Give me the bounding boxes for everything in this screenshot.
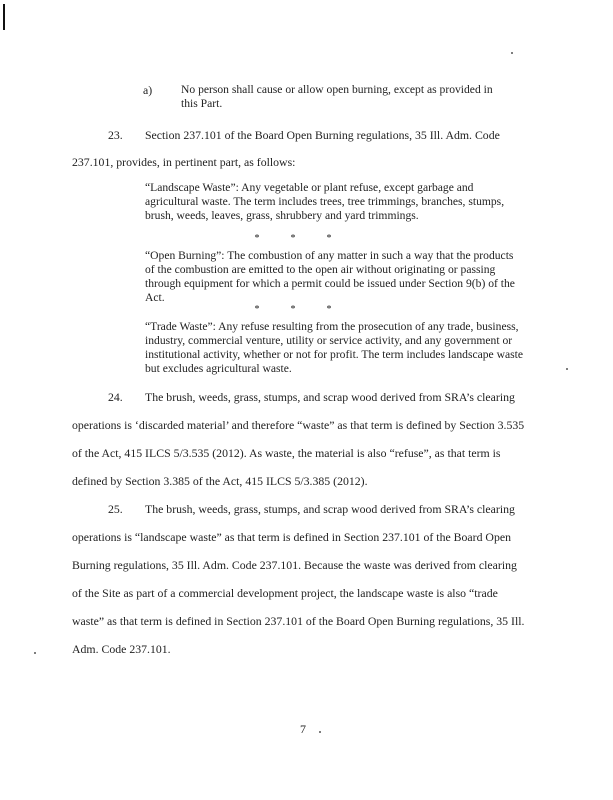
paragraph-number: 24. (108, 390, 123, 404)
paragraph-line: of the Act, 415 ILCS 5/3.535 (2012). As waste, the material is also “refuse”, as that term is (72, 446, 501, 460)
definition-line: agricultural waste. The term includes trees, tree trimmings, branches, stumps, (145, 195, 505, 208)
paragraph-line: of the Site as part of a commercial development project, the landscape waste is also “trade (72, 586, 498, 600)
scan-speck (34, 652, 36, 654)
definition-line: of the combustion are emitted to the open air without originating or passing (145, 263, 496, 276)
definition-line: but excludes agricultural waste. (145, 362, 292, 375)
page-number: 7 (300, 722, 306, 736)
definition-line: industry, commercial venture, utility or service activity, and any government or (145, 334, 513, 347)
paragraph-line: Adm. Code 237.101. (72, 642, 171, 656)
paragraph-line: The brush, weeds, grass, stumps, and scrap wood derived from SRA’s clearing (145, 502, 515, 516)
scan-speck (319, 731, 321, 733)
paragraph-line: Burning regulations, 35 Ill. Adm. Code 237.101. Because the waste was derived from clearing (72, 558, 517, 572)
scan-speck (511, 52, 513, 54)
paragraph-line: operations is ‘discarded material’ and therefore “waste” as that term is defined by Section 3.535 (72, 418, 525, 432)
paragraph-line: operations is “landscape waste” as that term is defined in Section 237.101 of the Board Open (72, 530, 511, 544)
star: * (326, 304, 332, 315)
star: * (290, 304, 296, 315)
definition-line: through equipment for which a permit could be issued under Section 9(b) of the (145, 277, 515, 290)
paragraph-line: Section 237.101 of the Board Open Burning regulations, 35 Ill. Adm. Code (145, 128, 500, 142)
star: * (326, 233, 332, 244)
star: * (254, 304, 260, 315)
definition-line: brush, weeds, leaves, grass, shrubbery and yard trimmings. (145, 209, 419, 222)
definition-line: “Open Burning”: The combustion of any matter in such a way that the products (145, 249, 514, 262)
paragraph-number: 23. (108, 128, 123, 142)
paragraph-line: defined by Section 3.385 of the Act, 415 ILCS 5/3.385 (2012). (72, 474, 368, 488)
paragraph-line: 237.101, provides, in pertinent part, as follows: (72, 155, 296, 169)
star: * (290, 233, 296, 244)
star: * (254, 233, 260, 244)
subsection-text-line: this Part. (181, 97, 223, 110)
paragraph-line: waste” as that term is defined in Section 237.101 of the Board Open Burning regulations, 35 Ill. (72, 614, 525, 628)
scan-edge-mark (3, 4, 5, 30)
scan-speck (566, 368, 568, 370)
subsection-label: a) (143, 83, 153, 97)
definition-line: “Trade Waste”: Any refuse resulting from the prosecution of any trade, business, (145, 320, 519, 333)
paragraph-number: 25. (108, 502, 123, 516)
paragraph-line: The brush, weeds, grass, stumps, and scrap wood derived from SRA’s clearing (145, 390, 515, 404)
definition-line: “Landscape Waste”: Any vegetable or plant refuse, except garbage and (145, 181, 474, 194)
ellipsis-stars (239, 233, 347, 244)
definition-line: institutional activity, whether or not for profit. The term includes landscape waste (145, 348, 523, 361)
subsection-text-line: No person shall cause or allow open burning, except as provided in (181, 83, 493, 96)
definition-line: Act. (145, 291, 165, 304)
ellipsis-stars (239, 304, 347, 315)
